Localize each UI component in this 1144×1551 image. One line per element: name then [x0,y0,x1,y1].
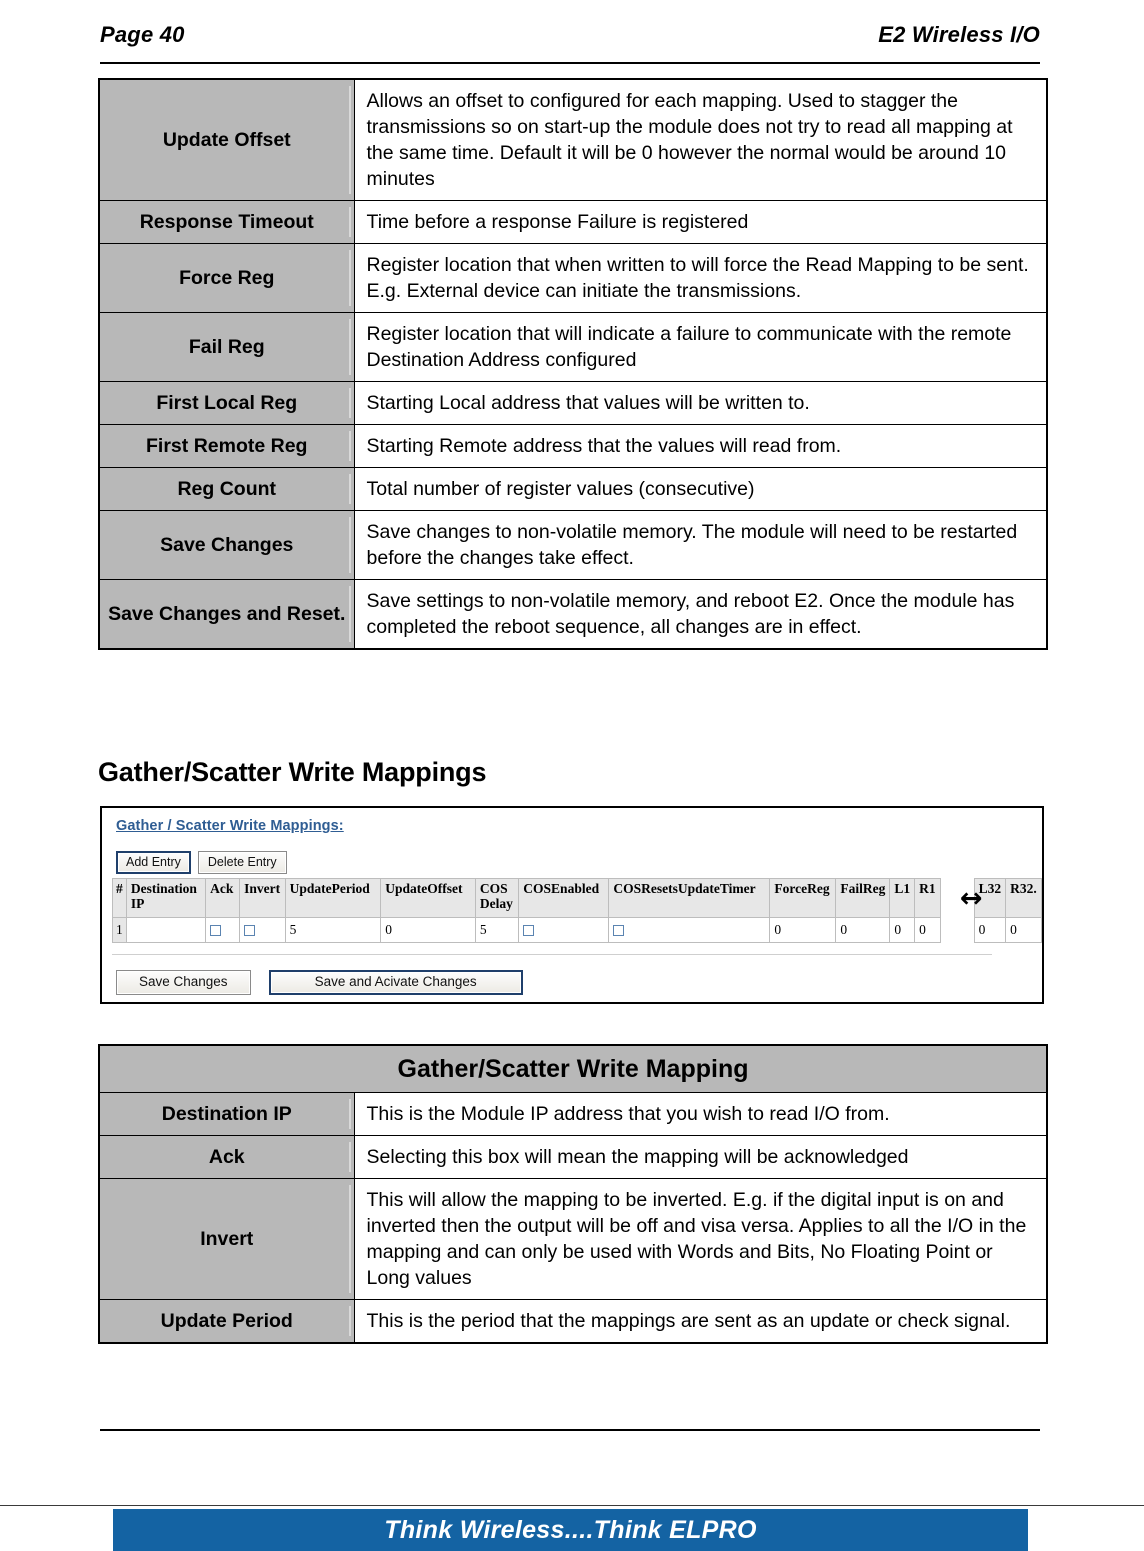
cell-cos-resets-update-timer[interactable] [609,918,770,943]
cos-resets-update-timer-checkbox[interactable] [613,925,624,936]
column-header-update-period: UpdatePeriod [285,879,381,918]
cell-force-reg[interactable]: 0 [770,918,836,943]
settings-description-table [98,78,1048,650]
row-description: Register location that will indicate a failure to communicate with the remote Destination Address configured [354,313,1047,382]
cell-r1[interactable]: 0 [915,918,941,943]
cell-r32[interactable]: 0 [1006,918,1042,943]
column-header-force-reg: ForceReg [770,879,836,918]
save-and-activate-changes-button[interactable]: Save and Acivate Changes [269,970,523,995]
row-description: Total number of register values (consecutive) [354,468,1047,511]
screenshot-action-buttons [116,970,523,995]
row-label: Invert [99,1179,354,1300]
table-row [99,244,1047,313]
column-header-ack: Ack [206,879,240,918]
grid-bottom-divider [112,954,992,955]
column-header-index: # [113,879,127,918]
column-header-r32: R32. [1006,879,1042,918]
table-row [99,1093,1047,1136]
table-row [99,313,1047,382]
row-label: Force Reg [99,244,354,313]
add-entry-button[interactable]: Add Entry [116,851,191,874]
cos-enabled-checkbox[interactable] [523,925,534,936]
column-header-update-offset: UpdateOffset [381,879,476,918]
row-description: Selecting this box will mean the mapping will be acknowledged [354,1136,1047,1179]
table-row [99,382,1047,425]
cell-update-period[interactable]: 5 [285,918,381,943]
row-label: Destination IP [99,1093,354,1136]
cell-ack[interactable] [206,918,240,943]
double-headed-arrow-icon: ↔ [959,883,983,914]
table-row [99,201,1047,244]
table-row [99,425,1047,468]
row-description: This will allow the mapping to be inverted. E.g. if the digital input is on and inverted then the output will be off and visa versa. Applies to all the I/O in the mapping and can only be used with Words and Bits, No Floating Point or Long values [354,1179,1047,1300]
row-label: First Local Reg [99,382,354,425]
cell-index: 1 [113,918,127,943]
row-description: Allows an offset to configured for each mapping. Used to stagger the transmissions so on start-up the module does not try to read all mapping at the same time. Default it will be 0 however the normal would be around 10 minutes [354,79,1047,201]
table-row [99,79,1047,201]
row-label: Update Offset [99,79,354,201]
row-description: Register location that when written to will force the Read Mapping to be sent. E.g. External device can initiate the transmissions. [354,244,1047,313]
column-header-destination-ip: Destination IP [126,879,205,918]
cell-cos-delay[interactable]: 5 [475,918,518,943]
cell-fail-reg[interactable]: 0 [836,918,890,943]
grid-truncation-gap [940,918,974,943]
row-label: Ack [99,1136,354,1179]
cell-destination-ip[interactable] [126,918,205,943]
table-title-row [99,1045,1047,1093]
row-description: Time before a response Failure is registered [354,201,1047,244]
row-label: Update Period [99,1300,354,1344]
column-header-cos-enabled: COSEnabled [519,879,609,918]
row-description: Starting Local address that values will be written to. [354,382,1047,425]
gather-scatter-write-mapping-table [98,1044,1048,1344]
grid-header-row [113,879,1042,918]
table-row [99,580,1047,650]
column-header-invert: Invert [240,879,285,918]
row-description: This is the period that the mappings are sent as an update or check signal. [354,1300,1047,1344]
row-label: Fail Reg [99,313,354,382]
table-row [99,1179,1047,1300]
page-number: Page 40 [100,22,185,47]
delete-entry-button[interactable]: Delete Entry [198,851,287,874]
gather-scatter-write-mappings-link[interactable]: Gather / Scatter Write Mappings: [116,818,344,834]
banner-top-divider [0,1505,1144,1506]
table-title: Gather/Scatter Write Mapping [99,1045,1047,1093]
column-header-r1: R1 [915,879,941,918]
row-description: Save settings to non-volatile memory, and reboot E2. Once the module has completed the reboot sequence, all changes are in effect. [354,580,1047,650]
header-divider [100,62,1040,64]
save-changes-button[interactable]: Save Changes [116,970,251,995]
cell-invert[interactable] [240,918,285,943]
row-description: This is the Module IP address that you wish to read I/O from. [354,1093,1047,1136]
column-header-cos-delay: COS Delay [475,879,518,918]
row-description: Save changes to non-volatile memory. The module will need to be restarted before the changes take effect. [354,511,1047,580]
cell-l32[interactable]: 0 [974,918,1006,943]
row-label: First Remote Reg [99,425,354,468]
table-row [99,1300,1047,1344]
embedded-app-screenshot [100,806,1044,1004]
mappings-grid [112,878,1042,943]
cell-l1[interactable]: 0 [890,918,915,943]
column-header-cos-resets-update-timer: COSResetsUpdateTimer [609,879,770,918]
footer-divider [100,1429,1040,1431]
ack-checkbox[interactable] [210,925,221,936]
cell-cos-enabled[interactable] [519,918,609,943]
column-header-l32: L32 [974,879,1006,918]
row-description: Starting Remote address that the values will read from. [354,425,1047,468]
page-header [100,22,1040,48]
row-label: Save Changes and Reset. [99,580,354,650]
entry-button-row [116,851,287,874]
column-header-l1: L1 [890,879,915,918]
table-row [99,1136,1047,1179]
table-row [99,468,1047,511]
section-heading: Gather/Scatter Write Mappings [98,757,487,787]
row-label: Save Changes [99,511,354,580]
column-header-fail-reg: FailReg [836,879,890,918]
elpro-footer-banner: Think Wireless....Think ELPRO [113,1509,1028,1551]
document-title: E2 Wireless I/O [878,22,1040,47]
row-label: Reg Count [99,468,354,511]
cell-update-offset[interactable]: 0 [381,918,476,943]
table-row [99,511,1047,580]
invert-checkbox[interactable] [244,925,255,936]
grid-data-row [113,918,1042,943]
row-label: Response Timeout [99,201,354,244]
